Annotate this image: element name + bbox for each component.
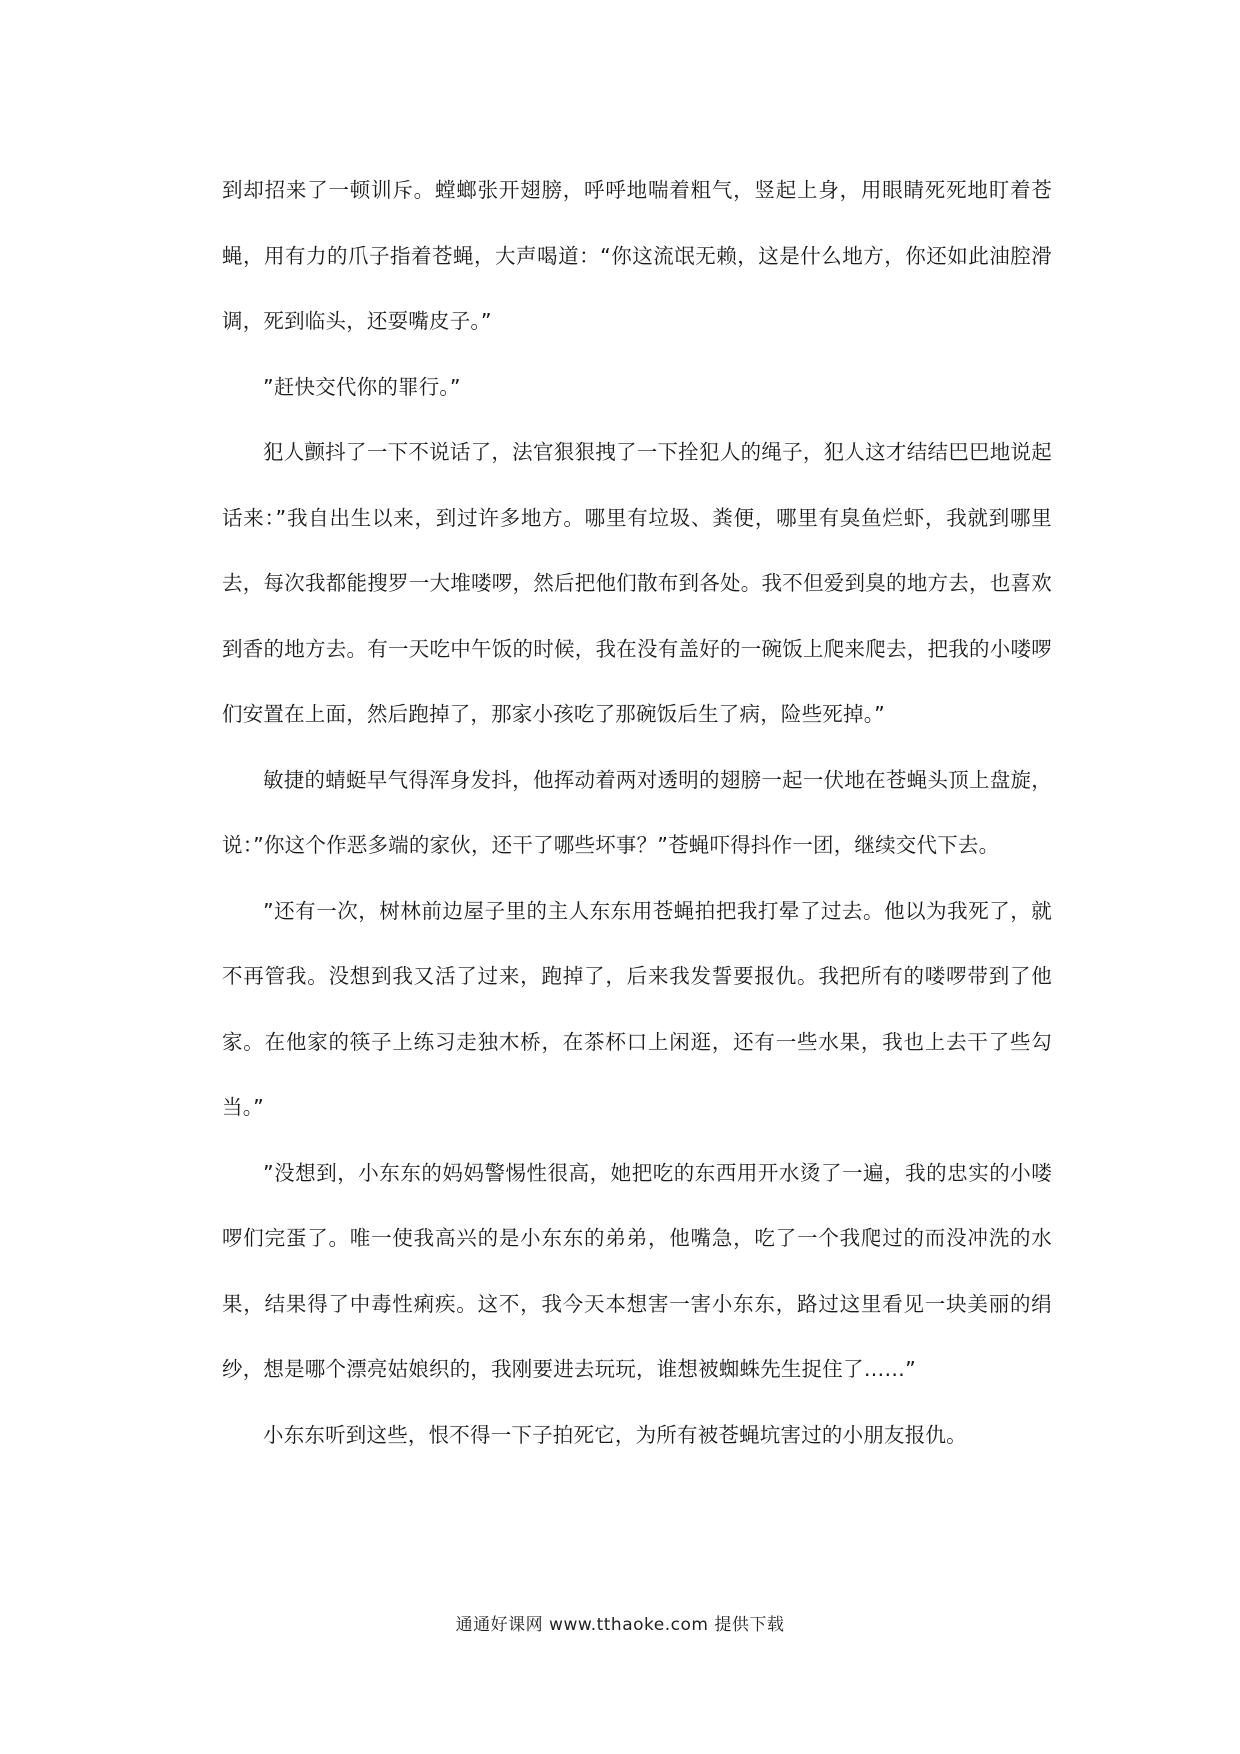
paragraph-confession-3: ”没想到，小东东的妈妈警惕性很高，她把吃的东西用开水烫了一遍，我的忠实的小喽啰们完蛋了。唯一使我高兴的是小东东的弟弟，他嘴急，吃了一个我爬过的而没冲洗的水果，结果得了中毒性痢疾。这不，我今天本想害一害小东东，路过这里看见一块美丽的绢纱，想是哪个漂亮姑娘织的，我刚要进去玩玩，谁想被蜘蛛先生捉住了……” xyxy=(222,1160,1052,1381)
page-footer: 通通好课网 www.tthaoke.com 提供下载 xyxy=(455,1615,785,1635)
paragraph-dragonfly: 敏捷的蜻蜓早气得浑身发抖，他挥动着两对透明的翅膀一起一伏地在苍蝇头顶上盘旋，说：”你这个作恶多端的家伙，还干了哪些坏事？”苍蝇吓得抖作一团，继续交代下去。 xyxy=(222,767,1052,857)
paragraph-demand: ”赶快交代你的罪行。” xyxy=(263,374,461,399)
story-body xyxy=(222,158,1052,1468)
paragraph-continuation: 到却招来了一顿训斥。螳螂张开翅膀，呼呼地喘着粗气，竖起上身，用眼睛死死地盯着苍蝇，用有力的爪子指着苍蝇，大声喝道：“你这流氓无赖，这是什么地方，你还如此油腔滑调，死到临头，还耍嘴皮子。” xyxy=(222,178,1052,333)
paragraph-confession-2: ”还有一次，树林前边屋子里的主人东东用苍蝇拍把我打晕了过去。他以为我死了，就不再管我。没想到我又活了过来，跑掉了，后来我发誓要报仇。我把所有的喽啰带到了他家。在他家的筷子上练习走独木桥，在茶杯口上闲逛，还有一些水果，我也上去干了些勾当。” xyxy=(222,898,1052,1119)
paragraph-ending: 小东东听到这些，恨不得一下子拍死它，为所有被苍蝇坑害过的小朋友报仇。 xyxy=(263,1422,967,1447)
paragraph-confession-1: 犯人颤抖了一下不说话了，法官狠狠拽了一下拴犯人的绳子，犯人这才结结巴巴地说起话来：”我自出生以来，到过许多地方。哪里有垃圾、粪便，哪里有臭鱼烂虾，我就到哪里去，每次我都能搜罗一大堆喽啰，然后把他们散布到各处。我不但爱到臭的地方去，也喜欢到香的地方去。有一天吃中午饭的时候，我在没有盖好的一碗饭上爬来爬去，把我的小喽啰们安置在上面，然后跑掉了，那家小孩吃了那碗饭后生了病，险些死掉。” xyxy=(222,440,1052,726)
